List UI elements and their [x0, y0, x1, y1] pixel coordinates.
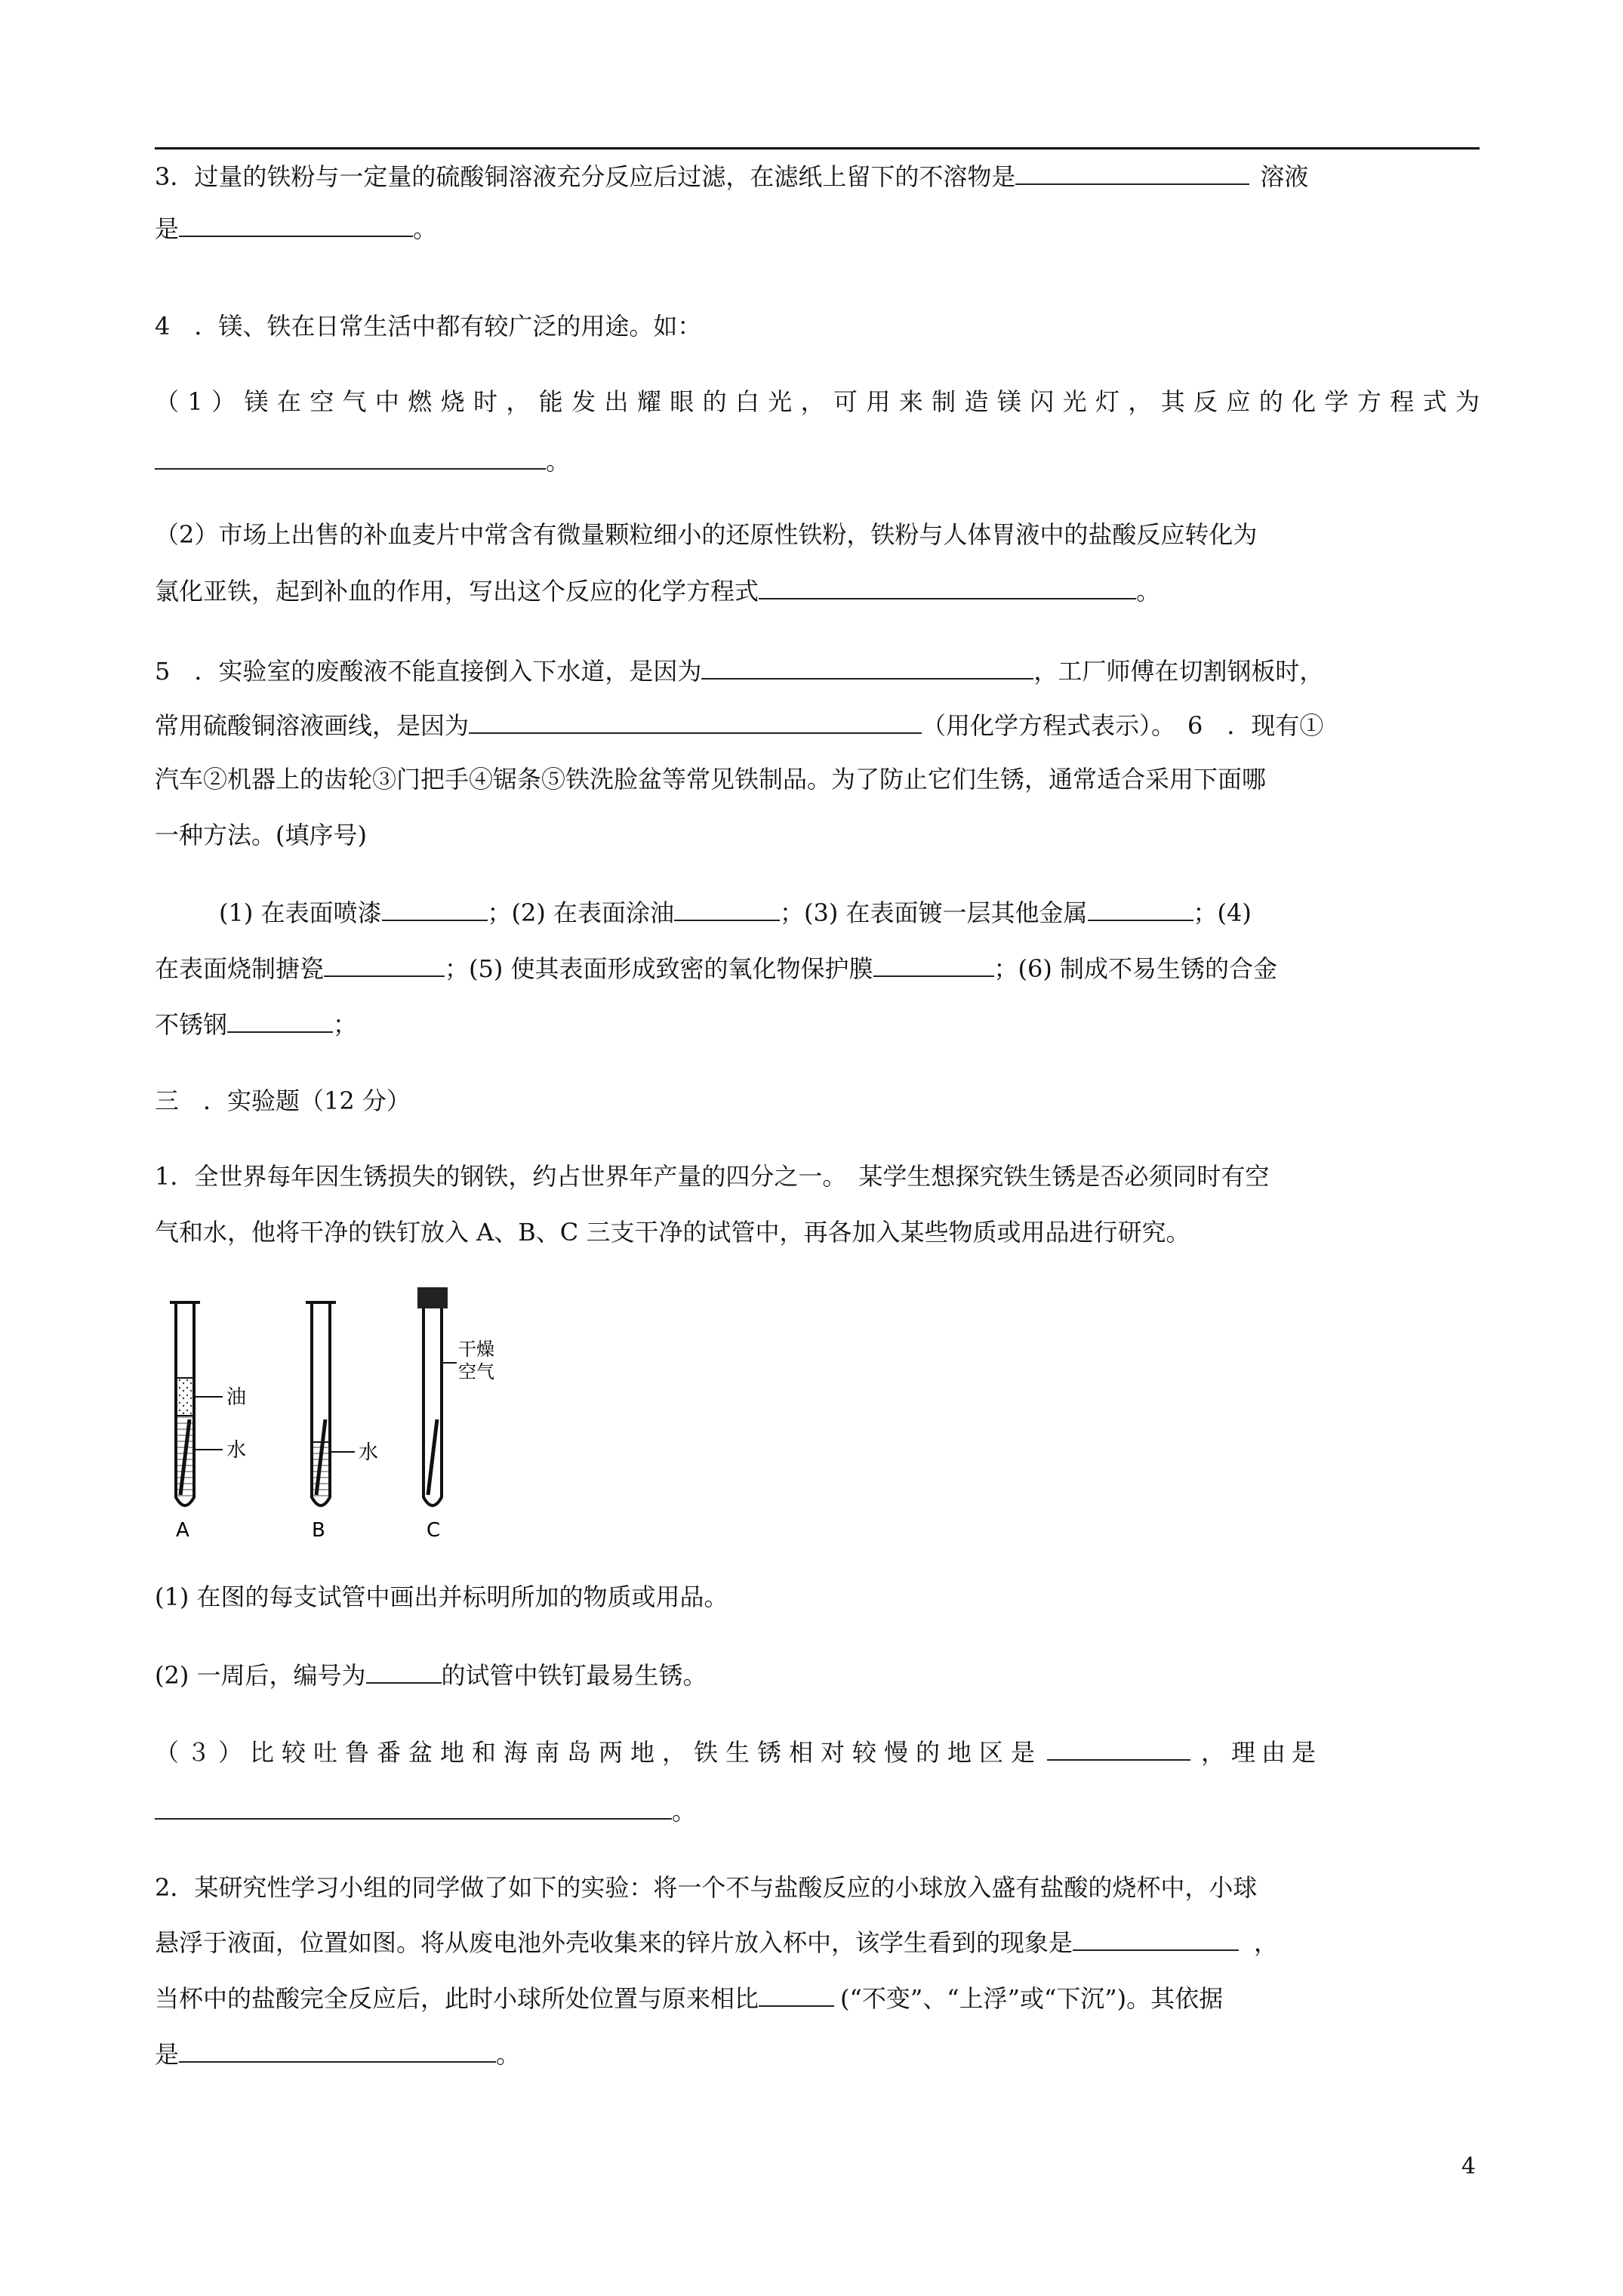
q6-line-2	[155, 820, 1480, 850]
test-tube-a	[170, 1302, 223, 1505]
e1-s1-text: (1) 在图的每支试管中画出并标明所加的物质或用品。	[155, 1583, 728, 1611]
q6-option-text: 在表面烧制搪瓷	[155, 954, 325, 983]
q5-line-1	[155, 655, 1480, 686]
answer-blank[interactable]	[155, 1795, 672, 1820]
answer-blank[interactable]	[382, 897, 488, 921]
q4-p1-line-1	[155, 387, 1480, 417]
dry-label: 干燥	[458, 1339, 494, 1360]
water-label-a: 水	[226, 1439, 247, 1462]
header-rule	[155, 147, 1480, 149]
e2-text: 悬浮于液面，位置如图。将从废电池外壳收集来的锌片放入杯中，该学生看到的现象是	[155, 1928, 1073, 1957]
q4-p1-text: （1）镁在空气中燃烧时，能发出耀眼的白光，可用来制造镁闪光灯，其反应的化学方程式为	[155, 387, 1480, 416]
q4-p2-text: 。	[1136, 577, 1161, 606]
answer-blank[interactable]	[759, 1983, 834, 2007]
q5-text: 常用硫酸铜溶液画线，是因为	[155, 711, 470, 740]
q5-text: ，工厂师傅在切割钢板时，	[1033, 657, 1324, 686]
stopper	[417, 1287, 448, 1308]
section-3-title	[155, 1086, 1480, 1116]
oil-layer	[177, 1378, 192, 1416]
e2-text: 是	[155, 2040, 180, 2069]
q3-line-1	[155, 161, 1480, 192]
e2-text: (“不变”、“上浮”或“下沉”)。其依据	[840, 1984, 1224, 2013]
q4-p2-line-2	[155, 575, 1480, 606]
e1-text: 1．全世界每年因生锈损失的钢铁，约占世界年产量的四分之一。 某学生想探究铁生锈是否必须同时有空	[155, 1162, 1270, 1191]
e2-text: 当杯中的盐酸完全反应后，此时小球所处位置与原来相比	[155, 1984, 759, 2013]
q6-option-text: (1) 在表面喷漆	[219, 898, 382, 927]
e2-text: ，	[1254, 1928, 1279, 1957]
e1-s2-text: (2) 一周后，编号为	[155, 1661, 366, 1690]
tube-label-a: A	[176, 1519, 189, 1542]
q6-text: 一种方法。(填序号)	[155, 821, 367, 849]
q6-text: 汽车②机器上的齿轮③门把手④锯条⑤铁洗脸盆等常见铁制品。为了防止它们生锈，通常适合采用下面哪	[155, 765, 1267, 794]
q4-title-text: 4 ．镁、铁在日常生活中都有较广泛的用途。如：	[155, 312, 702, 341]
q3-text: 溶液	[1260, 162, 1309, 191]
q4-p2-text: 氯化亚铁，起到补血的作用，写出这个反应的化学方程式	[155, 577, 759, 606]
e2-line-2	[155, 1927, 1480, 1958]
q6-option-text: 不锈钢	[155, 1010, 228, 1039]
e1-s3-line-2	[155, 1795, 1480, 1826]
e1-line-2	[155, 1217, 1480, 1247]
e2-line-1	[155, 1872, 1480, 1903]
q3-text: 是	[155, 214, 180, 243]
answer-blank[interactable]	[873, 953, 994, 977]
q6-option-text: ；	[333, 1010, 358, 1039]
e2-text: 。	[496, 2040, 521, 2069]
iron-nail	[428, 1419, 437, 1495]
answer-blank[interactable]	[324, 953, 445, 977]
e1-s3-text: （３）比较吐鲁番盆地和海南岛两地，铁生锈相对较慢的地区是	[155, 1738, 1043, 1767]
answer-blank[interactable]	[1047, 1737, 1190, 1761]
q5-text: 5 ．实验室的废酸液不能直接倒入下水道，是因为	[155, 657, 702, 686]
q6-option-text: ；(4)	[1193, 898, 1252, 927]
answer-blank[interactable]	[469, 710, 922, 734]
q5-line-2	[155, 710, 1480, 741]
q4-p2-line-1	[155, 519, 1480, 550]
e2-line-3	[155, 1983, 1480, 2014]
oil-label: 油	[226, 1386, 247, 1409]
q4-title	[155, 311, 1480, 341]
e1-text: 气和水，他将干净的铁钉放入 A、B、C 三支干净的试管中，再各加入某些物质或用品进行研究。	[155, 1218, 1190, 1247]
answer-blank[interactable]	[179, 2039, 496, 2063]
q3-text: 3．过量的铁粉与一定量的硫酸铜溶液充分反应后过滤，在滤纸上留下的不溶物是	[155, 162, 1016, 191]
e2-line-4	[155, 2039, 1480, 2069]
section-3-title-text: 三 ．实验题（12 分）	[155, 1086, 411, 1115]
answer-blank[interactable]	[674, 897, 780, 921]
q6-option-text: ；(3) 在表面镀一层其他金属	[780, 898, 1088, 927]
q4-p1-text: 。	[546, 447, 571, 476]
q5-text: （用化学方程式表示）。 6 ．现有①	[922, 711, 1324, 740]
q3-line-2	[155, 213, 1480, 244]
e1-s3-text: 。	[672, 1797, 697, 1826]
e1-s2-text: 的试管中铁钉最易生锈。	[441, 1661, 707, 1690]
test-tube-figure	[155, 1287, 547, 1544]
tube-label-b: B	[312, 1519, 325, 1542]
q6-option-text: ；(5) 使其表面形成致密的氧化物保护膜	[445, 954, 873, 983]
answer-blank[interactable]	[759, 575, 1136, 599]
q6-option-text: ；(2) 在表面涂油	[487, 898, 675, 927]
q3-text: 。	[413, 214, 438, 243]
answer-blank[interactable]	[227, 1009, 333, 1033]
q4-p1-line-2	[155, 445, 1480, 476]
q6-options-line-3	[155, 1009, 1480, 1040]
page-number: 4	[1461, 2153, 1476, 2180]
e1-s1	[155, 1582, 1480, 1612]
q4-p2-text: （2）市场上出售的补血麦片中常含有微量颗粒细小的还原性铁粉，铁粉与人体胃液中的盐酸反应转化为	[155, 520, 1258, 549]
e1-s3-line-1	[155, 1737, 1480, 1767]
e1-s3-text: ，理由是	[1201, 1738, 1323, 1767]
answer-blank[interactable]	[155, 445, 546, 470]
q6-option-text: ；(6) 制成不易生锈的合金	[993, 954, 1278, 983]
answer-blank[interactable]	[1073, 1927, 1239, 1951]
answer-blank[interactable]	[701, 655, 1033, 680]
e1-s2	[155, 1660, 1480, 1690]
q6-options-line-1	[219, 897, 1480, 928]
test-tube-c	[417, 1287, 457, 1505]
answer-blank[interactable]	[1015, 161, 1249, 185]
q6-options-line-2	[155, 953, 1480, 984]
e2-text: 2．某研究性学习小组的同学做了如下的实验：将一个不与盐酸反应的小球放入盛有盐酸的烧杯中，小球	[155, 1873, 1258, 1902]
answer-blank[interactable]	[1088, 897, 1193, 921]
water-label-b: 水	[359, 1441, 379, 1464]
air-label: 空气	[458, 1361, 494, 1382]
tube-label-c: C	[427, 1519, 441, 1542]
q6-line-1	[155, 764, 1480, 794]
e1-line-1	[155, 1161, 1480, 1191]
test-tube-b	[306, 1302, 355, 1505]
answer-blank[interactable]	[366, 1660, 442, 1684]
answer-blank[interactable]	[179, 213, 413, 237]
